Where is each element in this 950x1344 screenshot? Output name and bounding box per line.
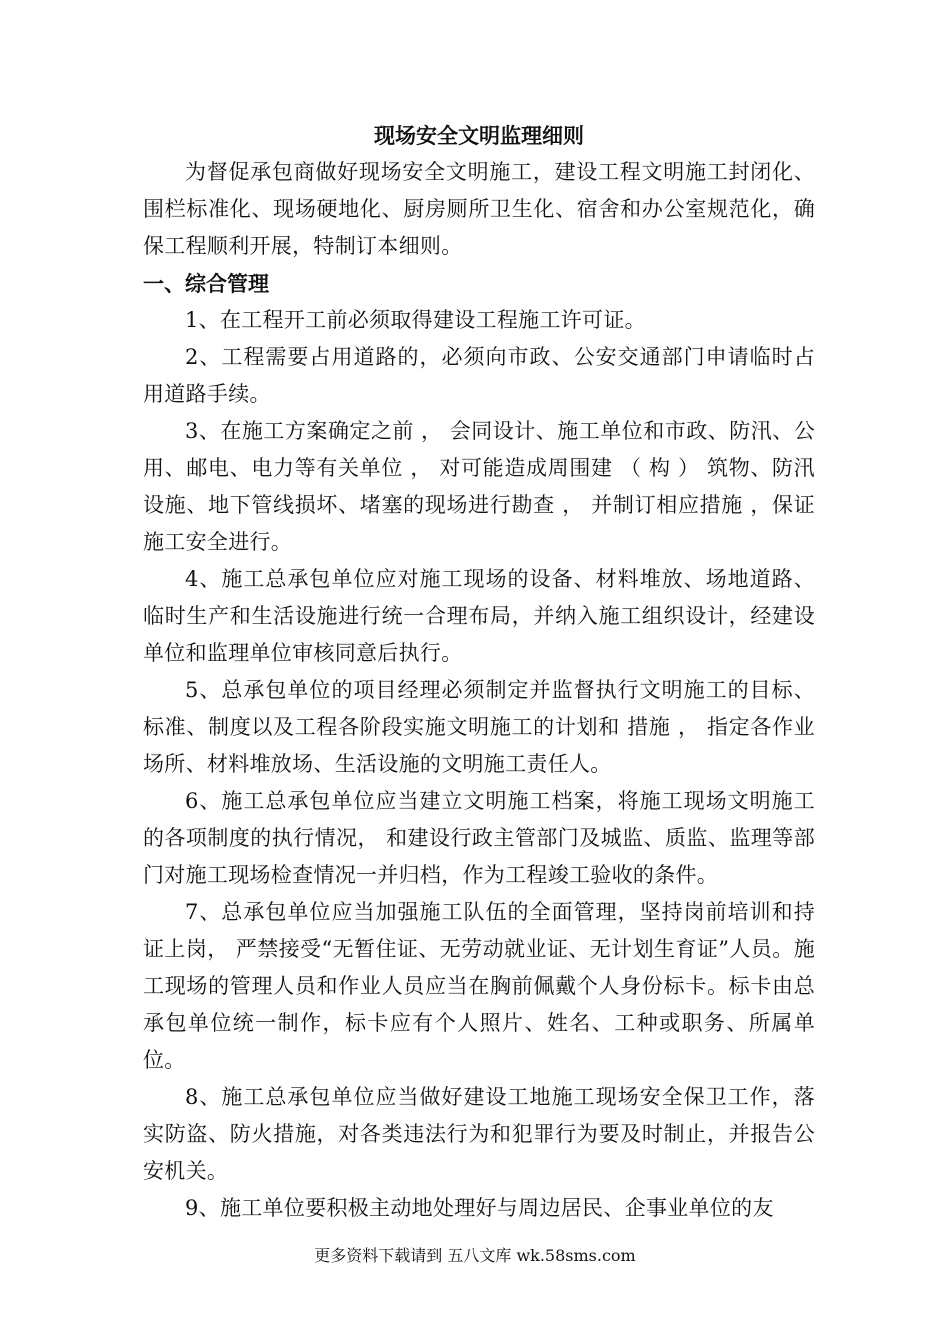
list-item: 7、总承包单位应当加强施工队伍的全面管理，坚持岗前培训和持证上岗， 严禁接受“无暂住证、无劳动就业证、无计划生育证”人员。施工现场的管理人员和作业人员应当在胸前佩戴个人身份标卡。标卡由总承包单位统一制作，标卡应有个人照片、姓名、工种或职务、所属单位。 xyxy=(143,900,815,1072)
list-item: 6、施工总承包单位应当建立文明施工档案，将施工现场文明施工的各项制度的执行情况， 和建设行政主管部门及城监、质监、监理等部门对施工现场检查情况一并归档，作为工程竣工验收的条件。 xyxy=(143,789,815,887)
list-item: 3、在施工方案确定之前 ， 会同设计、施工单位和市政、防汛、公用、邮电、电力等有关单位 ， 对可能造成周围建 （ 构 ） 筑物、防汛设施、地下管线损坏、堵塞的现场进行勘查 ， 并制订相应措施 ，保证施工安全进行。 xyxy=(143,419,815,554)
list-item: 1、在工程开工前必须取得建设工程施工许可证。 xyxy=(185,308,646,332)
document-title: 现场安全文明监理细则 xyxy=(374,123,584,148)
list-item: 4、施工总承包单位应对施工现场的设备、材料堆放、场地道路、临时生产和生活设施进行统一合理布局，并纳入施工组织设计，经建设单位和监理单位审核同意后执行。 xyxy=(143,567,815,665)
list-item: 2、工程需要占用道路的，必须向市政、公安交通部门申请临时占用道路手续。 xyxy=(143,345,815,406)
list-item: 5、总承包单位的项目经理必须制定并监督执行文明施工的目标、标准、制度以及工程各阶段实施文明施工的计划和 措施 ， 指定各作业场所、材料堆放场、生活设施的文明施工责任人。 xyxy=(143,678,815,776)
list-item: 9、施工单位要积极主动地处理好与周边居民、企事业单位的友 xyxy=(185,1196,774,1220)
list-item: 8、施工总承包单位应当做好建设工地施工现场安全保卫工作，落实防盗、防火措施，对各类违法行为和犯罪行为要及时制止，并报告公安机关。 xyxy=(143,1085,815,1183)
document-body xyxy=(143,118,815,1227)
intro-paragraph: 为督促承包商做好现场安全文明施工，建设工程文明施工封闭化、围栏标准化、现场硬地化、厨房厕所卫生化、宿舍和办公室规范化，确保工程顺利开展，特制订本细则。 xyxy=(143,160,815,258)
footer-watermark: 更多资料下载请到 五八文库 wk.58sms.com xyxy=(314,1246,636,1265)
section-heading: 一、综合管理 xyxy=(143,271,269,296)
